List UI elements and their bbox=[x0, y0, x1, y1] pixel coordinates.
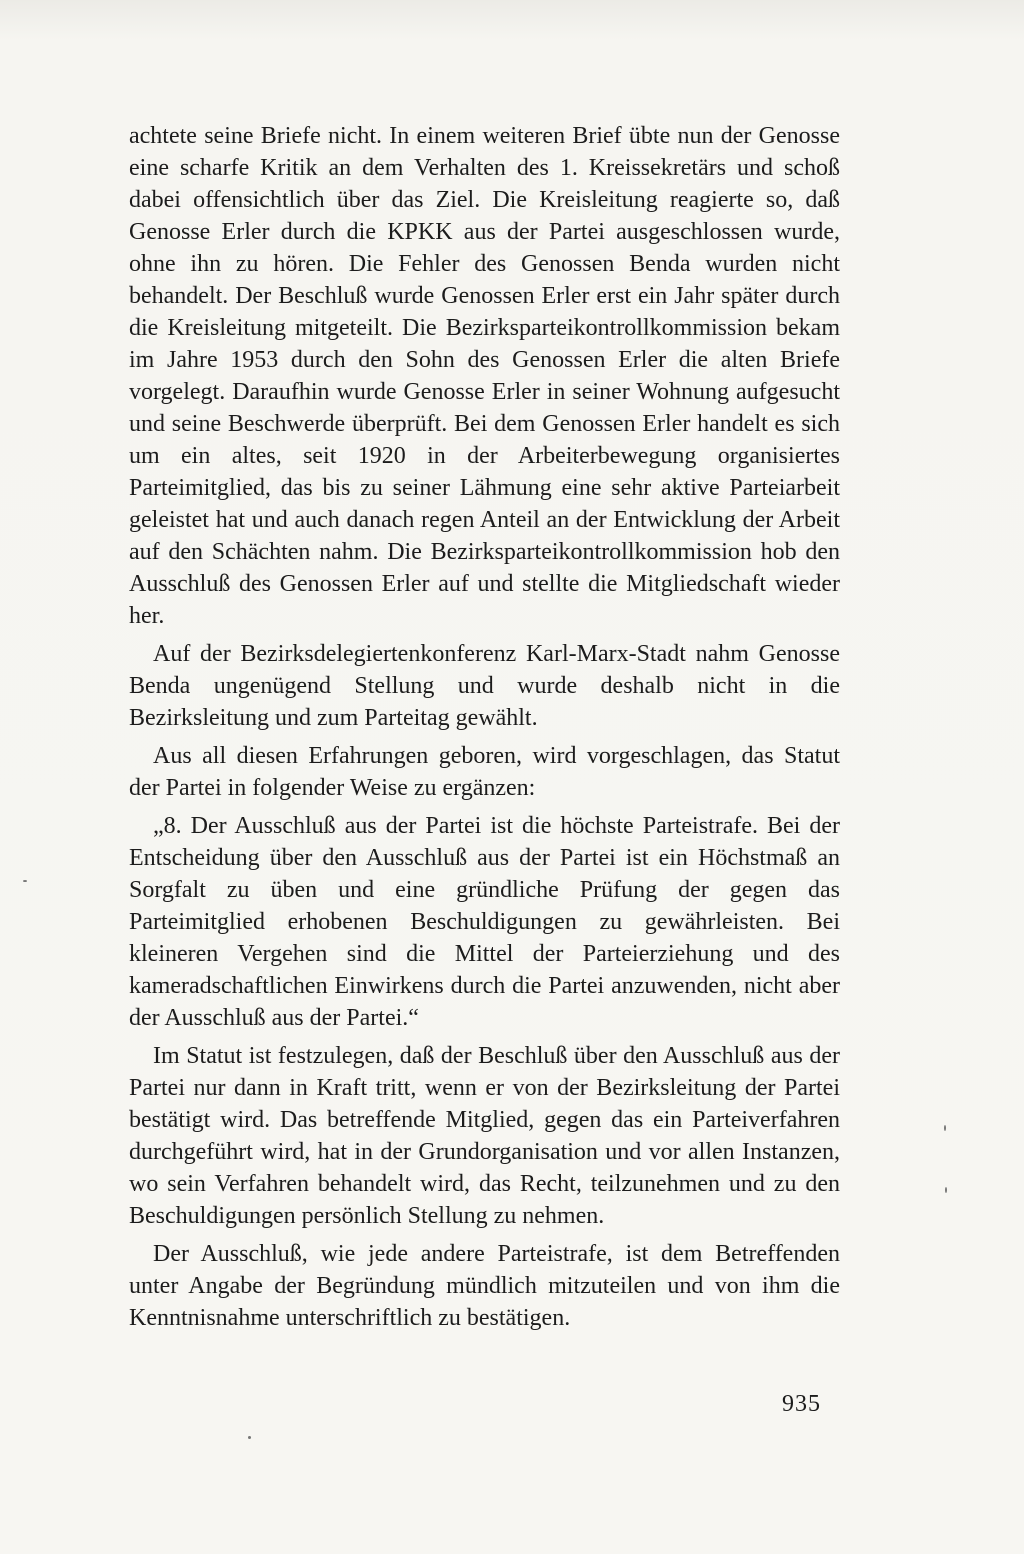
paragraph-5-text: Im Statut ist festzulegen, daß der Beschluß über den Ausschluß aus der Partei nur dann in Kraft tritt, wenn er von der Bezirksleitung der Partei bestätigt wird. Das betreffende Mitglied, gegen das ein Parteiverfahren durchgeführt wird, hat in der Grundorganisation und vor allen Instanzen, wo sein Verfahren behandelt wird, das Recht, teilzunehmen und zu den Beschuldigungen persönlich Stellung zu nehmen. bbox=[129, 1043, 840, 1229]
paragraph-2-text: Auf der Bezirksdelegiertenkonferenz Karl-Marx-Stadt nahm Genosse Benda ungenügend Stellung und wurde deshalb nicht in die Bezirksleitung und zum Parteitag gewählt. bbox=[129, 641, 840, 731]
paragraph-6-text: Der Ausschluß, wie jede andere Parteistrafe, ist dem Betreffenden unter Angabe der Begründung mündlich mitzuteilen und von ihm die Kenntnisnahme unterschriftlich zu bestätigen. bbox=[129, 1241, 840, 1331]
paragraph-3-text: Aus all diesen Erfahrungen geboren, wird vorgeschlagen, das Statut der Partei in folgender Weise zu ergänzen: bbox=[129, 743, 840, 801]
paragraph-3 bbox=[129, 740, 840, 804]
quoted-statute-paragraph bbox=[129, 810, 840, 1034]
quoted-statute-text: „8. Der Ausschluß aus der Partei ist die höchste Parteistrafe. Bei der Entscheidung über den Ausschluß aus der Partei ist ein Höchstmaß an Sorgfalt zu üben und eine gründliche Prüfung der gegen das Parteimitglied erhobenen Beschuldigungen zu gewährleisten. Bei kleineren Vergehen sind die Mittel der Parteierziehung und des kameradschaftlichen Einwirkens durch die Partei anzuwenden, nicht aber der Ausschluß aus der Partei.“ bbox=[129, 813, 840, 1031]
paragraph-6 bbox=[129, 1238, 840, 1334]
paragraph-5 bbox=[129, 1040, 840, 1232]
page-number: 935 bbox=[782, 1391, 821, 1417]
paragraph-1: achtete seine Briefe nicht. In einem weiteren Brief übte nun der Genosse eine scharfe Kritik an dem Verhalten des 1. Kreissekretärs und schoß dabei offensichtlich über das Ziel. Die Kreisleitung reagierte so, daß Genosse Erler durch die KPKK aus der Partei ausgeschlossen wurde, ohne ihn zu hören. Die Fehler des Genossen Benda wurden nicht behandelt. Der Beschluß wurde Genossen Erler erst ein Jahr später durch die Kreisleitung mitgeteilt. Die Bezirksparteikontrollkommission bekam im Jahre 1953 durch den Sohn des Genossen Erler die alten Briefe vorgelegt. Daraufhin wurde Genosse Erler in seiner Wohnung aufgesucht und seine Beschwerde überprüft. Bei dem Genossen Erler handelt es sich um ein altes, seit 1920 in der Arbeiterbewegung organisiertes Parteimitglied, das bis zu seiner Lähmung eine sehr aktive Parteiarbeit geleistet hat und auch danach regen Anteil an der Entwicklung der Arbeit auf den Schächten nahm. Die Bezirksparteikontrollkommission hob den Ausschluß des Genossen Erler auf und stellte die Mitgliedschaft wieder her. bbox=[129, 123, 840, 629]
scan-speck bbox=[23, 880, 27, 882]
scan-speck bbox=[945, 1187, 947, 1193]
scan-speck bbox=[248, 1436, 251, 1439]
scan-speck bbox=[944, 1125, 946, 1131]
paragraph-2 bbox=[129, 638, 840, 734]
body-text bbox=[129, 120, 840, 1340]
